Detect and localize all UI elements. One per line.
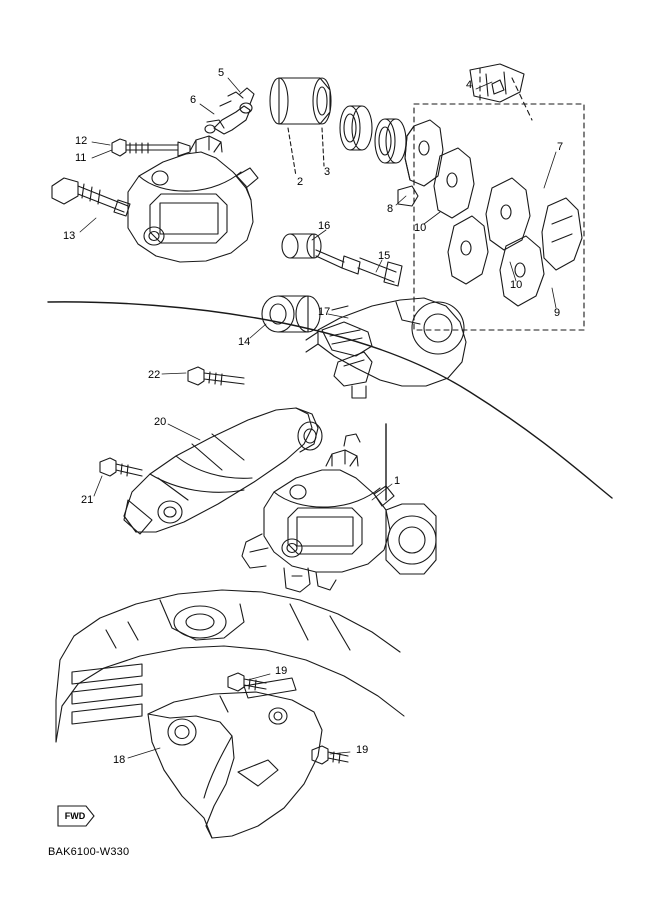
callout-16: 16 — [318, 220, 331, 232]
callout-21: 21 — [81, 494, 94, 506]
callout-1: 1 — [394, 475, 401, 487]
callout-17: 17 — [318, 306, 331, 318]
callout-4: 4 — [466, 79, 473, 91]
callout-10-upper: 10 — [414, 222, 427, 234]
callout-12: 12 — [75, 135, 88, 147]
callout-9: 9 — [554, 307, 561, 319]
callout-2: 2 — [297, 176, 304, 188]
callout-6: 6 — [190, 94, 197, 106]
callout-3: 3 — [324, 166, 331, 178]
callout-8: 8 — [387, 203, 394, 215]
callout-22: 22 — [148, 369, 161, 381]
callout-18: 18 — [113, 754, 126, 766]
callout-20: 20 — [154, 416, 167, 428]
callout-5: 5 — [218, 67, 225, 79]
callout-10-lower: 10 — [510, 279, 523, 291]
callout-7: 7 — [557, 141, 564, 153]
callout-11: 11 — [75, 152, 87, 164]
callout-19-upper: 19 — [275, 665, 288, 677]
callout-13: 13 — [63, 230, 76, 242]
fwd-label: FWD — [64, 811, 86, 821]
callout-14: 14 — [238, 336, 251, 348]
part-code: BAK6100-W330 — [48, 846, 130, 858]
callout-19-lower: 19 — [356, 744, 369, 756]
callout-15: 15 — [378, 250, 391, 262]
